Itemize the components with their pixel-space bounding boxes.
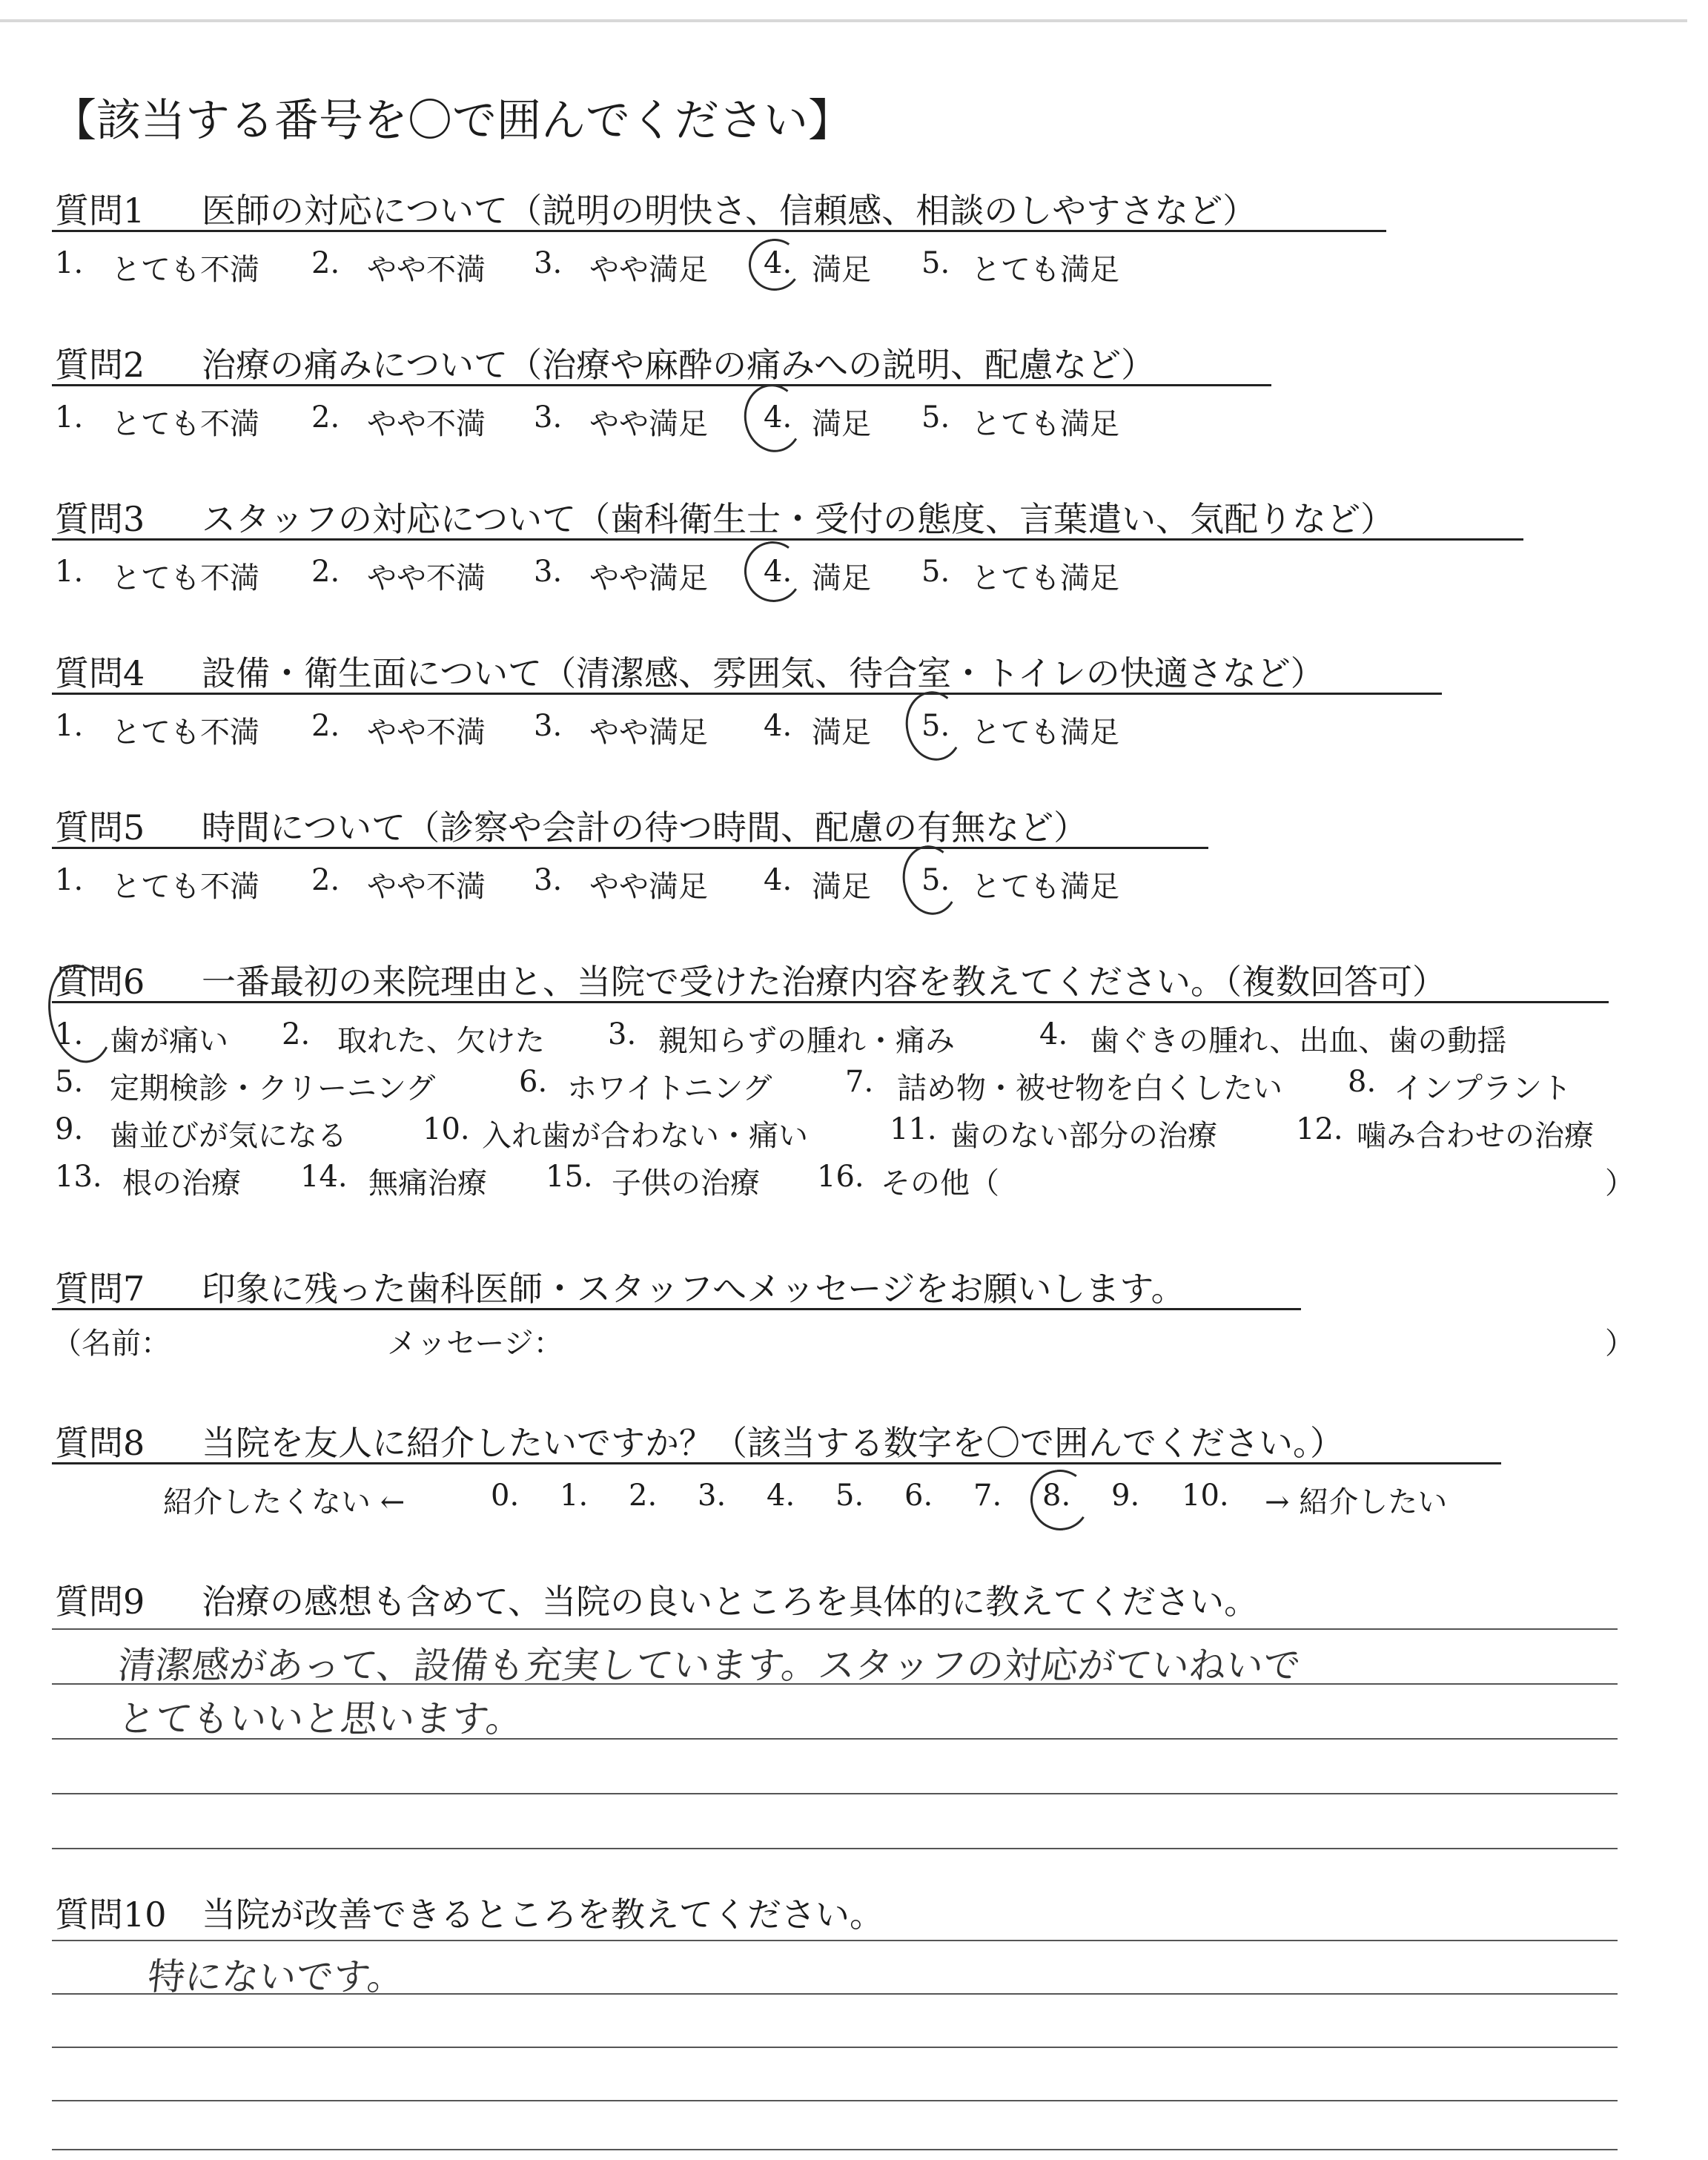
q10-write-line [52,2047,1618,2048]
q8-num-0: 0. [491,1479,520,1513]
q5-text: 時間について（診察や会計の待つ時間、配慮の有無など） [202,807,1088,848]
q10-text: 当院が改善できるところを教えてください。 [202,1895,884,1935]
q8-answer-circle [1025,1465,1094,1536]
q6-opt5-label: 定期検診・クリーニング [110,1071,436,1106]
q6-opt6-label: ホワイトニング [567,1071,772,1106]
q4-opt1-label: とても不満 [111,716,259,750]
q6-opt11-num: 11. [890,1112,937,1146]
q1-label: 質問1 [55,191,145,231]
q3-opt2-label: やや不満 [367,561,486,595]
q8-num-8: 8. [1042,1479,1071,1513]
q5-opt4-label: 満足 [812,870,871,904]
q3-opt3-label: やや満足 [589,561,708,595]
q5-opt1-label: とても不満 [111,870,259,904]
q6-opt9-num: 9. [55,1112,84,1146]
q2-opt3-num: 3. [534,400,563,435]
q6-opt15-label: 子供の治療 [612,1166,760,1200]
q6-opt16-label: その他（ [881,1166,999,1200]
q9-answer-line-2: とてもいいと思います。 [116,1697,526,1740]
q6-opt7-num: 7. [845,1065,874,1099]
q4-opt2-label: やや不満 [367,716,486,750]
form-title: 【該当する番号を〇で囲んでください】 [52,95,853,147]
q6-underline [52,1001,1609,1003]
q1-opt1-label: とても不満 [111,253,259,287]
q5-opt3-label: やや満足 [589,870,708,904]
q6-opt16-close: ） [1605,1166,1635,1200]
q6-opt10-label: 入れ歯が合わない・痛い [482,1119,808,1153]
q9-write-line [52,1793,1618,1794]
q2-text: 治療の痛みについて（治療や麻酔の痛みへの説明、配慮など） [202,345,1156,385]
q6-opt8-num: 8. [1348,1065,1377,1099]
q5-opt4-num: 4. [764,863,792,897]
q6-opt16-num: 16. [817,1160,864,1194]
q1-underline [52,230,1386,232]
q3-opt3-num: 3. [534,555,563,589]
q4-opt2-num: 2. [311,709,340,743]
q1-opt3-label: やや満足 [589,253,708,287]
q8-num-5: 5. [835,1479,864,1513]
q5-opt1-num: 1. [55,863,84,897]
q6-opt2-label: 取れた、欠けた [337,1024,545,1058]
q10-label: 質問10 [55,1895,167,1935]
q6-text: 一番最初の来院理由と、当院で受けた治療内容を教えてください。（複数回答可） [202,962,1446,1002]
q8-num-4: 4. [767,1479,795,1513]
q1-text: 医師の対応について（説明の明快さ、信頼感、相談のしやすさなど） [202,191,1257,231]
q1-opt5-num: 5. [921,246,950,280]
q8-text: 当院を友人に紹介したいですか？（該当する数字を〇で囲んでください。） [202,1423,1344,1463]
q6-opt4-label: 歯ぐきの腫れ、出血、歯の動揺 [1090,1024,1507,1058]
q7-label: 質問7 [55,1269,145,1309]
q2-opt1-num: 1. [55,400,84,435]
q9-write-line [52,1848,1618,1849]
q2-label: 質問2 [55,345,145,385]
q6-opt15-num: 15. [546,1160,593,1194]
q3-opt1-label: とても不満 [111,561,259,595]
q6-opt2-num: 2. [282,1017,311,1051]
q4-opt4-label: 満足 [812,716,871,750]
q10-answer-line-1: 特にないです。 [145,1955,407,1998]
q9-answer-line-1: 清潔感があって、設備も充実しています。スタッフの対応がていねいで [116,1644,1303,1687]
q4-opt4-num: 4. [764,709,792,743]
q6-opt1-num: 1. [55,1017,84,1051]
q5-underline [52,847,1208,849]
q3-text: スタッフの対応について（歯科衛生士・受付の態度、言葉遣い、気配りなど） [202,499,1395,539]
q6-opt13-label: 根の治療 [122,1166,241,1200]
q7-name-label: （名前： [52,1327,171,1361]
q4-opt3-num: 3. [534,709,563,743]
q8-label: 質問8 [55,1423,145,1463]
q5-opt5-num: 5. [921,863,950,897]
q6-opt4-num: 4. [1039,1017,1068,1051]
q1-opt5-label: とても満足 [971,253,1119,287]
q8-underline [52,1462,1501,1464]
q6-label: 質問6 [55,962,145,1002]
q6-opt12-label: 噛み合わせの治療 [1357,1119,1594,1153]
q2-underline [52,384,1271,386]
q1-opt4-num: 4. [764,246,792,280]
q10-write-line [52,2149,1618,2150]
q5-label: 質問5 [55,807,145,848]
q3-opt4-label: 満足 [812,561,871,595]
q7-text: 印象に残った歯科医師・スタッフへメッセージをお願いします。 [202,1269,1185,1309]
q4-opt5-label: とても満足 [971,716,1119,750]
q4-opt1-num: 1. [55,709,84,743]
q1-opt2-label: やや不満 [367,253,486,287]
q1-opt1-num: 1. [55,246,84,280]
q4-underline [52,693,1442,695]
q3-label: 質問3 [55,499,145,539]
q8-num-10: 10. [1182,1479,1229,1513]
q2-opt5-num: 5. [921,400,950,435]
q6-opt14-num: 14. [300,1160,348,1194]
q9-write-line [52,1628,1618,1630]
q6-opt3-label: 親知らずの腫れ・痛み [658,1024,955,1058]
q1-opt2-num: 2. [311,246,340,280]
q3-opt5-num: 5. [921,555,950,589]
q5-opt3-num: 3. [534,863,563,897]
q6-opt8-label: インプラント [1394,1071,1572,1106]
q7-underline [52,1308,1301,1310]
q6-opt14-label: 無痛治療 [368,1166,487,1200]
q2-opt4-num: 4. [764,400,792,435]
q8-num-3: 3. [698,1479,726,1513]
q6-opt1-label: 歯が痛い [110,1024,228,1058]
q2-opt2-num: 2. [311,400,340,435]
q3-opt1-num: 1. [55,555,84,589]
q3-opt2-num: 2. [311,555,340,589]
q2-opt2-label: やや不満 [367,407,486,441]
q3-opt5-label: とても満足 [971,561,1119,595]
q10-write-line [52,2100,1618,2101]
q4-text: 設備・衛生面について（清潔感、雰囲気、待合室・トイレの快適さなど） [202,653,1325,693]
scan-top-border [0,19,1687,22]
q9-text: 治療の感想も含めて、当院の良いところを具体的に教えてください。 [202,1582,1259,1622]
q6-opt7-label: 詰め物・被せ物を白くしたい [897,1071,1282,1106]
q8-num-7: 7. [973,1479,1002,1513]
q2-opt5-label: とても満足 [971,407,1119,441]
q8-num-6: 6. [904,1479,933,1513]
q2-opt4-label: 満足 [812,407,871,441]
q7-message-label: メッセージ： [387,1327,563,1361]
q6-opt6-num: 6. [519,1065,548,1099]
q6-opt11-label: 歯のない部分の治療 [950,1119,1217,1153]
q6-opt5-num: 5. [55,1065,84,1099]
q8-right-label: → 紹介したい [1265,1485,1448,1519]
q10-write-line [52,1940,1618,1941]
q8-num-9: 9. [1111,1479,1140,1513]
q4-opt5-num: 5. [921,709,950,743]
q7-close: ） [1605,1327,1635,1361]
q6-opt3-num: 3. [608,1017,637,1051]
q2-opt1-label: とても不満 [111,407,259,441]
q2-opt3-label: やや満足 [589,407,708,441]
q3-opt4-num: 4. [764,555,792,589]
q5-opt5-label: とても満足 [971,870,1119,904]
q4-opt3-label: やや満足 [589,716,708,750]
q3-underline [52,538,1523,541]
q8-left-label: 紹介したくない ← [163,1485,406,1519]
q5-opt2-label: やや不満 [367,870,486,904]
q1-opt4-label: 満足 [812,253,871,287]
q6-opt9-label: 歯並びが気になる [110,1119,347,1153]
q4-label: 質問4 [55,653,145,693]
q6-opt10-num: 10. [423,1112,470,1146]
q6-opt13-num: 13. [55,1160,102,1194]
q8-num-2: 2. [629,1479,658,1513]
q8-num-1: 1. [560,1479,589,1513]
q9-label: 質問9 [55,1582,145,1622]
q6-opt12-num: 12. [1296,1112,1343,1146]
q5-opt2-num: 2. [311,863,340,897]
q1-opt3-num: 3. [534,246,563,280]
